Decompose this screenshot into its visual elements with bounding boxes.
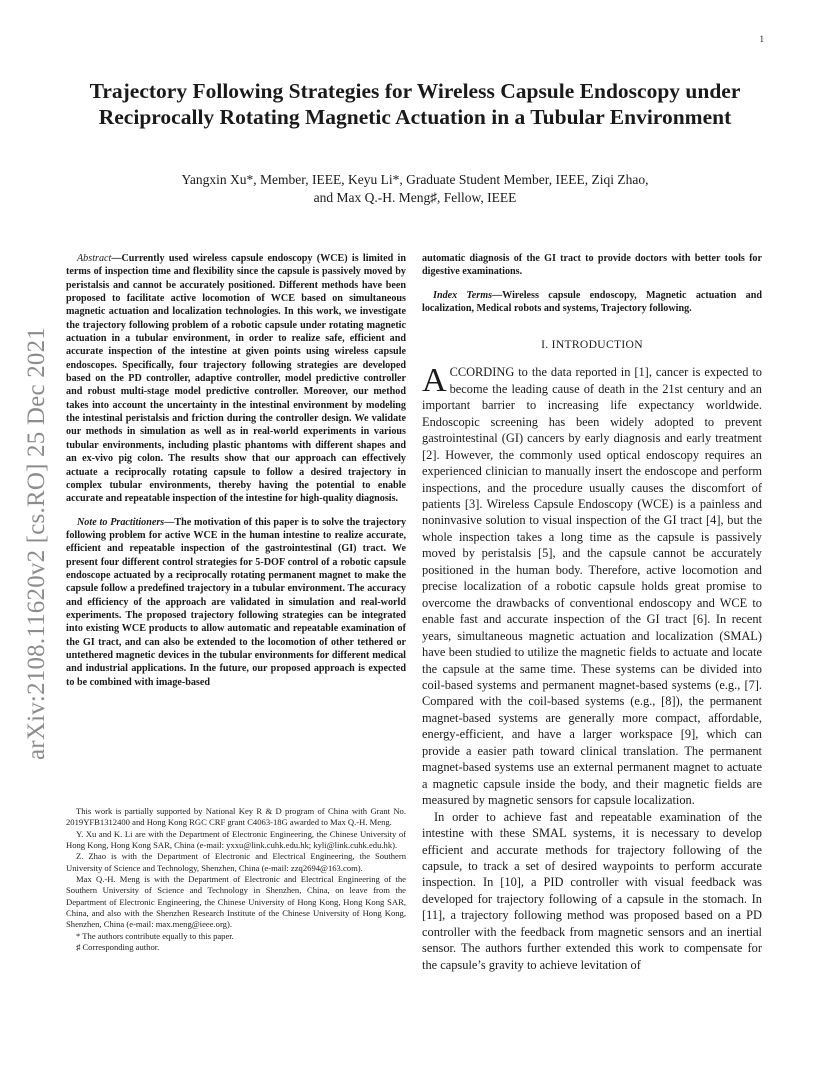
note-continued: automatic diagnosis of the GI tract to provide doctors with better tools for digestive examinations. <box>422 253 762 278</box>
author-list <box>80 171 750 207</box>
footnote-funding: This work is partially supported by National Key R & D program of China with Grant No. 2019YFB1312400 and Hong Kong RGC CRF grant C4063-18G awarded to Max Q.-H. Meng. <box>66 806 406 828</box>
footnote-equal-contribution: * The authors contribute equally to this paper. <box>76 930 234 941</box>
footnote-affiliation-3: Max Q.-H. Meng is with the Department of Electronic and Electrical Engineering of the Southern University of Science and Technology in Shenzhen, China, on leave from the Department of Electronic Engineering, the Chinese University of Hong Kong, Hong Kong SAR, China, and also with the Shenzhen Research Institute of the Chinese University of Hong Kong, Shenzhen, China (e-mail: max.meng@ieee.org). <box>66 874 406 930</box>
paper-title: Trajectory Following Strategies for Wireless Capsule Endoscopy under Reciprocally Rotating Magnetic Actuation in a Tubular Environment <box>89 79 741 129</box>
footnote-affiliation-2: Z. Zhao is with the Department of Electronic and Electrical Engineering, the Southern University of Science and Technology, Shenzhen, China (e-mail: zzq2694@163.com). <box>66 851 406 873</box>
arxiv-identifier: arXiv:2108.11620v2 [cs.RO] 25 Dec 2021 <box>23 327 50 760</box>
index-terms-lead: Index Terms <box>433 289 493 301</box>
note-lead: Note to Practitioners <box>77 516 165 528</box>
intro-paragraph-1 <box>422 364 762 808</box>
drop-cap: A <box>422 362 447 400</box>
author-line-1: Yangxin Xu*, Member, IEEE, Keyu Li*, Graduate Student Member, IEEE, Ziqi Zhao, <box>181 172 649 187</box>
note-text: —The motivation of this paper is to solve the trajectory following problem for active WCE in the human intestine to realize accurate, efficient and repeatable inspection of the gastrointestinal (GI) tract. We present four different control strategies for 5-DOF control of a robotic capsule endoscope actuated by a reciprocally rotating permanent magnet to make the capsule follow a predefined trajectory in a tubular environment. The accuracy and efficiency of the approach are validated in simulation and real-world experiments. The proposed trajectory following strategies can be integrated into existing WCE products to allow automatic and repeatable examination of the GI tract, and can also be extended to the locomotion of other tethered or untethered magnetic devices in the tubular environments for different medical and industrial applications. In the future, our proposed approach is expected to be combined with image-based <box>66 516 407 688</box>
abstract-lead: Abstract <box>77 253 112 264</box>
abstract-text: —Currently used wireless capsule endoscopy (WCE) is limited in terms of inspection time and flexibility since the capsule is passively moved by peristalsis and cannot be accurately positioned. Different methods have been proposed to facilitate active locomotion of WCE based on simultaneous magnetic actuation and localization technologies. In this work, we investigate the trajectory following problem of a robotic capsule under rotating magnetic actuation in a tubular environment, in order to realize safe, efficient and accurate inspection of the intestine at given points using wireless capsule endoscopes. Specifically, four trajectory following strategies are developed based on the PD controller, adaptive controller, model predictive controller and robust multi-stage model predictive controller. Moreover, our method takes into account the uncertainty in the intestinal environment by modeling the intestinal peristalsis and friction during the controller design. We validate our methods in simulation as well as in real-world experiments in various tubular environments, including plastic phantoms with different shapes and an ex-vivo pig colon. The results show that our approach can effectively actuate a reciprocally rotating capsule to follow a desired trajectory in complex tubular environments, thereby having the potential to enable accurate and repeatable inspection of the intestine for high-quality diagnosis. <box>66 253 406 505</box>
right-column <box>422 252 762 973</box>
index-terms <box>422 289 762 316</box>
footnote-corresponding: ♯ Corresponding author. <box>76 942 160 953</box>
footnote-affiliation-1: Y. Xu and K. Li are with the Department of Electronic Engineering, the Chinese University of Hong Kong, Hong Kong SAR, China (e-mail: yxxu@link.cuhk.edu.hk; kyli@link.cuhk.edu.hk). <box>66 828 406 851</box>
page-number: 1 <box>759 34 764 44</box>
footnotes <box>66 806 406 953</box>
note-to-practitioners <box>66 516 406 689</box>
intro-paragraph-1-text: CCORDING to the data reported in [1], cancer is expected to become the leading cause of death in the 21st century and an important barrier to increasing life expectancy worldwide. Endoscopic screening has been widely adopted to prevent gastrointestinal (GI) cancers by early diagnosis and early treatment [2]. However, the commonly used optical endoscopy requires an experienced clinician to manually insert the endoscope and perform inspections, and the procedure usually causes the discomfort of patients [3]. Wireless Capsule Endoscopy (WCE) is a painless and noninvasive solution to visual inspection of the GI tract [4], but the whole inspection takes a long time as the capsule is passively moved by peristalsis [5], and the capsule cannot be accurately positioned in the human body. Therefore, active locomotion and precise localization of a robotic capsule holds great promise to overcome the drawbacks of conventional endoscopy and WCE to enable fast and accurate inspection of the GI tract [6]. In recent years, simultaneous magnetic actuation and localization (SMAL) have been studied to utilize the magnetic fields to actuate and locate the capsule at the same time. These systems can be divided into coil-based systems and permanent magnet-based systems (e.g., [7]. Compared with the coil-based systems (e.g., [8]), the permanent magnet-based systems are generally more compact, affordable, energy-efficient, and have a larger workspace [9], which can provide a easier path toward clinical translation. The permanent magnet-based systems use an external permanent magnet to actuate a magnetic capsule inside the body, and their magnetic fields are measured by magnetic sensors for capsule localization. <box>422 365 762 808</box>
index-terms-text: —Wireless capsule endoscopy, Magnetic actuation and localization, Medical robots and systems, Trajectory following. <box>422 289 762 315</box>
abstract <box>66 252 406 506</box>
intro-paragraph-2: In order to achieve fast and repeatable examination of the intestine with these SMAL systems, it is necessary to develop efficient and accurate methods for trajectory following of the capsule, to track a set of desired waypoints to perform accurate inspection. In [10], a PID controller with visual feedback was developed for trajectory following of a capsule in the stomach. In [11], a trajectory following method was proposed based on a PD controller with the feedback from magnetic sensors and an inertial sensor. The authors further extended this work to compensate for the capsule’s gravity to achieve levitation of <box>422 809 762 972</box>
section-heading: I. INTRODUCTION <box>541 338 643 352</box>
author-line-2: and Max Q.-H. Meng♯, Fellow, IEEE <box>313 190 517 205</box>
left-column <box>66 252 406 689</box>
